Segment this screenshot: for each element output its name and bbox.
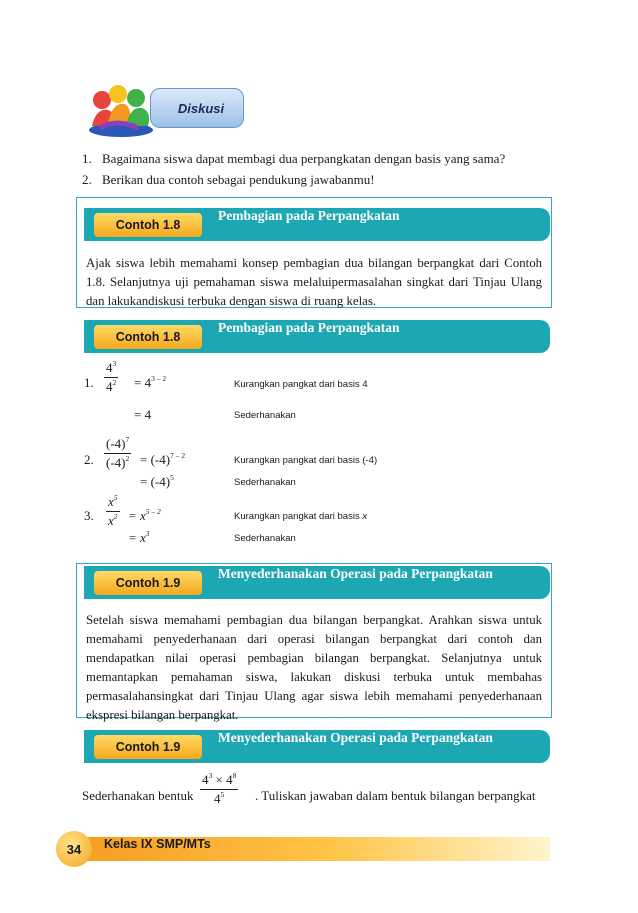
example-number: 1. <box>84 375 94 390</box>
example-note: Sederhanakan <box>234 533 296 544</box>
contoh-header <box>84 208 550 241</box>
contoh-tag: Contoh 1.8 <box>94 325 202 349</box>
math-result: = 4 <box>134 407 152 422</box>
math-result: = $(-4)^{7 - 2}$ <box>140 451 186 467</box>
contoh-title: Menyederhanakan Operasi pada Perpangkatan <box>218 730 493 745</box>
list-item <box>82 169 582 190</box>
example-note: Kurangkan pangkat dari basis 4 <box>234 379 368 390</box>
fraction: $\frac{4^3 \times 4^8}{4^5}$ <box>202 771 237 806</box>
contoh-title: Menyederhanakan Operasi pada Perpangkatan <box>218 566 493 581</box>
contoh-tag: Contoh 1.8 <box>94 213 202 237</box>
math-result: = $4^{3 - 2}$ <box>134 374 167 390</box>
list-text: Berikan dua contoh sebagai pendukung jawabanmu! <box>102 172 375 187</box>
contoh-header <box>84 730 550 763</box>
math-result: = $(-4)^5$ <box>140 473 174 489</box>
question-list <box>82 148 582 190</box>
contoh-header <box>84 320 550 353</box>
note-paragraph: Ajak siswa lebih memahami konsep pembagian dua bilangan berpangkat dari Contoh 1.8. Selanjutnya uji pemahaman siswa melaluipermasalahan singkat dari Tinjau Ulang dan lakukandiskusi terbuka dengan siswa di ruang kelas. <box>86 256 542 308</box>
list-text: Bagaimana siswa dapat membagi dua perpangkatan dengan basis yang sama? <box>102 151 506 166</box>
example-note: Kurangkan pangkat dari basis (-4) <box>234 455 378 466</box>
fraction: $\frac{4^3}{4^2}$ <box>106 359 117 394</box>
math-result: = $x^3$ <box>128 529 150 545</box>
diskusi-label: Diskusi <box>150 88 244 128</box>
people-circle-icon <box>86 82 156 138</box>
list-item <box>82 148 582 169</box>
example-note: Sederhanakan <box>234 477 296 488</box>
note-paragraph: Setelah siswa memahami pembagian dua bilangan berpangkat. Arahkan siswa untuk memahami penyederhanaan dari operasi bilangan berpangkat dari contoh dan mendapatkan nilai operasi pembagian bilangan berpangkat. Selanjutnya untuk memantapkan pemahaman siswa, lakukan diskusi terbuka untuk membahas permasalahansingkat dari Tinjau Ulang agar siswa lebih memahami penyederhanaan ekspresi bilangan berpangkat. <box>86 613 542 722</box>
footer-label: Kelas IX SMP/MTs <box>104 837 211 851</box>
fraction: $\frac{(-4)^7}{(-4)^2}$ <box>106 435 130 470</box>
math-result: = $x^{5 - 2}$ <box>128 507 161 523</box>
contoh-tag: Contoh 1.9 <box>94 571 202 595</box>
contoh-title: Pembagian pada Perpangkatan <box>218 208 400 223</box>
example-note: Kurangkan pangkat dari basis x <box>234 511 368 522</box>
page-number: 34 <box>56 831 92 867</box>
contoh-title: Pembagian pada Perpangkatan <box>218 320 400 335</box>
example-note: Sederhanakan <box>234 410 296 421</box>
exercise-prefix: Sederhanakan bentuk <box>82 788 194 803</box>
contoh-header <box>84 566 550 599</box>
example-number: 2. <box>84 452 94 467</box>
fraction: $\frac{x^5}{x^2}$ <box>108 493 118 528</box>
list-number: 1. <box>82 151 92 166</box>
list-number: 2. <box>82 172 92 187</box>
exercise-suffix: . Tuliskan jawaban dalam bentuk bilangan berpangkat <box>255 788 536 803</box>
example-number: 3. <box>84 508 94 523</box>
contoh-tag: Contoh 1.9 <box>94 735 202 759</box>
